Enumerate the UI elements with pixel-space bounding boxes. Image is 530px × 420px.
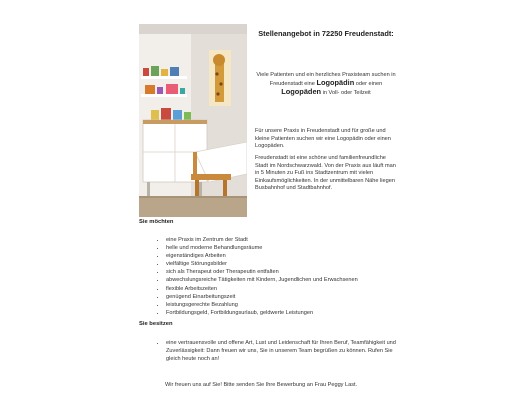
list-item: • sich als Therapeut oder Therapeutin entfalten	[166, 268, 406, 276]
intro-part-3: in Voll- oder Teilzeit	[321, 90, 371, 96]
requirements-section-title: Sie besitzen	[139, 321, 173, 327]
offer-list	[148, 236, 406, 317]
city-paragraph: Freudenstadt ist eine schöne und familienfreundliche Stadt im Nordschwarzwald. Von der Praxis aus läuft man in 5 Minuten zu Fuß ins Stadtzentrum mit vielen Einkaufsmöglichkeiten. In der unmittelbaren Nähe liegen Busbahnhof und Stadtbahnhof.	[255, 155, 396, 192]
list-item: • eigenständiges Arbeiten	[166, 252, 406, 260]
requirements-list	[148, 339, 398, 363]
list-item: • eine Praxis im Zentrum der Stadt	[166, 236, 406, 244]
intro-title-male: Logopäden	[281, 87, 322, 96]
list-item: • genügend Einarbeitungszeit	[166, 293, 406, 301]
offer-section-title: Sie möchten	[139, 219, 174, 225]
list-item: • flexible Arbeitszeiten	[166, 285, 406, 293]
list-item: • eine vertrauensvolle und offene Art, Lust und Leidenschaft für Ihren Beruf, Teamfähigkeit und Zuverlässigkeit: Dann freuen wir uns, Sie in unserem Team begrüßen zu können. Rufen Sie gleich heute noch an!	[166, 339, 398, 363]
job-headline: Stellenangebot in 72250 Freudenstadt:	[258, 29, 394, 38]
list-item: • helle und moderne Behandlungsräume	[166, 244, 406, 252]
therapy-room-photo	[139, 24, 247, 217]
intro-part-1: Viele Patienten und ein herzliches Praxisteam suchen in Freudenstadt eine	[256, 72, 396, 87]
list-item: • Fortbildungsgeld, Fortbildungsurlaub, geldwerte Leistungen	[166, 309, 406, 317]
list-item: • vielfältige Störungsbilder	[166, 260, 406, 268]
intro-title-female: Logopädin	[316, 78, 355, 87]
list-item: • leistungsgerechte Bezahlung	[166, 301, 406, 309]
intro-text	[254, 71, 398, 97]
practice-paragraph: Für unsere Praxis in Freudenstadt und für große und kleine Patienten suchen wir eine Logopädin oder einen Logopäden.	[255, 128, 391, 150]
room-illustration	[139, 24, 247, 217]
intro-part-2: oder einen	[354, 81, 383, 87]
closing-text: Wir freuen uns auf Sie! Bitte senden Sie Ihre Bewerbung an Frau Peggy Last.	[165, 382, 358, 388]
list-item: • abwechslungsreiche Tätigkeiten mit Kindern, Jugendlichen und Erwachsenen	[166, 276, 406, 284]
